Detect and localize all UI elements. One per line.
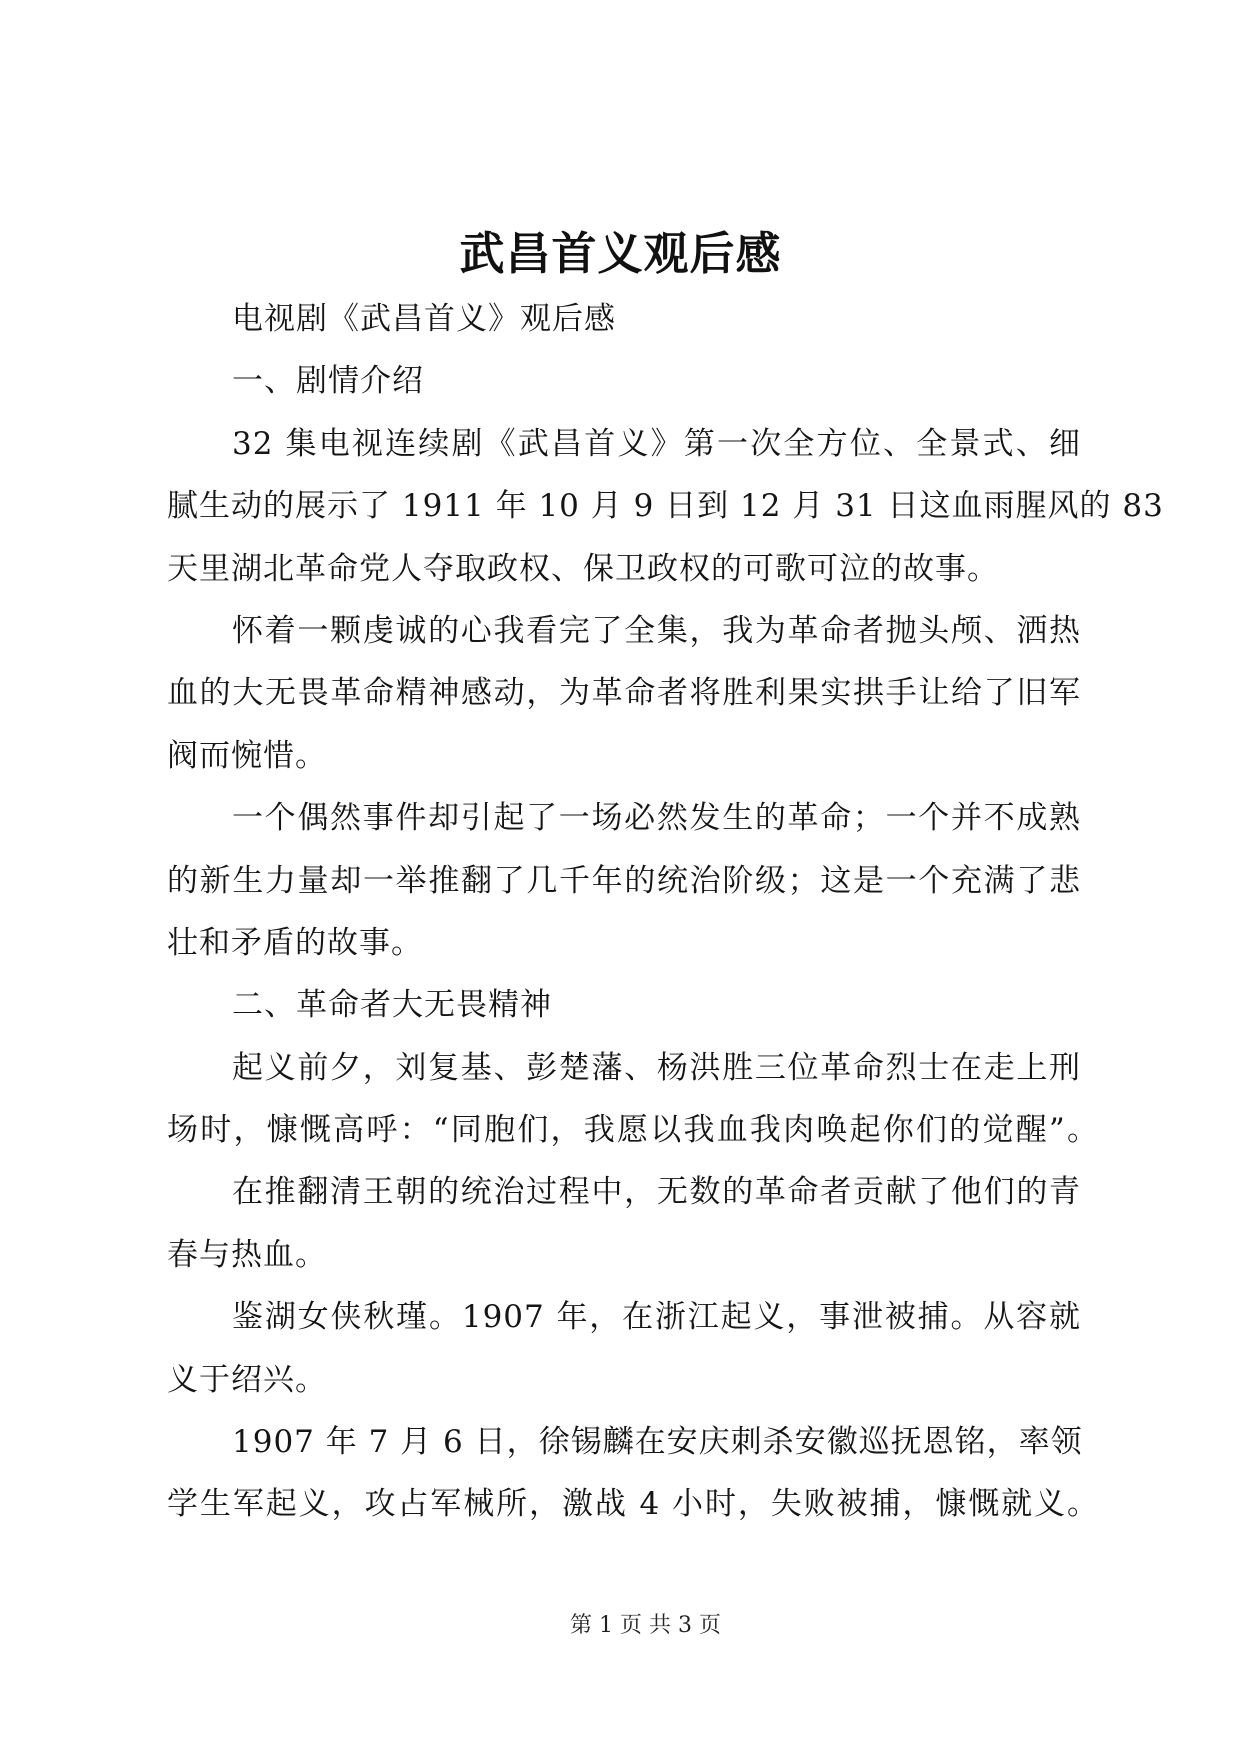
paragraph — [167, 787, 1081, 974]
paragraph-line: 场时，慷慨高呼：“同胞们，我愿以我血我肉唤起你们的觉醒”。 — [167, 1112, 1099, 1149]
subtitle-paragraph — [167, 288, 1081, 350]
paragraph-line: 春与热血。 — [167, 1236, 327, 1273]
paragraph — [167, 1161, 1081, 1286]
paragraph-line: 义于绍兴。 — [167, 1361, 327, 1398]
document-body — [167, 288, 1164, 1536]
section-heading: 一、剧情介绍 — [232, 363, 424, 400]
paragraph — [167, 1411, 1099, 1536]
paragraph-line: 血的大无畏革命精神感动，为革命者将胜利果实拱手让给了旧军 — [167, 675, 1081, 712]
page-footer: 第 1 页 共 3 页 — [570, 1613, 721, 1638]
paragraph-line: 阀而惋惜。 — [167, 737, 327, 774]
paragraph-line: 鉴湖女侠秋瑾。1907 年，在浙江起义，事泄被捕。从容就 — [232, 1299, 1081, 1336]
paragraph-line: 怀着一颗虔诚的心我看完了全集，我为革命者抛头颅、洒热 — [232, 612, 1081, 649]
paragraph-line: 学生军起义，攻占军械所，激战 4 小时，失败被捕，慷慨就义。 — [167, 1486, 1099, 1523]
paragraph-line: 在推翻清王朝的统治过程中，无数的革命者贡献了他们的青 — [232, 1174, 1081, 1211]
paragraph-line: 壮和矛盾的故事。 — [167, 924, 423, 961]
section-heading-paragraph — [167, 974, 1081, 1036]
paragraph-line: 一个偶然事件却引起了一场必然发生的革命；一个并不成熟 — [232, 800, 1081, 837]
paragraph-line: 1907 年 7 月 6 日，徐锡麟在安庆刺杀安徽巡抚恩铭，率领 — [232, 1424, 1083, 1461]
paragraph-line: 天里湖北革命党人夺取政权、保卫政权的可歌可泣的故事。 — [167, 550, 999, 587]
section-heading-paragraph — [167, 350, 1081, 412]
paragraph-line: 32 集电视连续剧《武昌首义》第一次全方位、全景式、细 — [232, 425, 1081, 462]
document-title: 武昌首义观后感 — [459, 227, 782, 280]
paragraph — [167, 1037, 1099, 1162]
paragraph-line: 起义前夕，刘复基、彭楚藩、杨洪胜三位革命烈士在走上刑 — [232, 1049, 1081, 1086]
paragraph — [167, 600, 1081, 787]
subtitle: 电视剧《武昌首义》观后感 — [232, 301, 616, 337]
paragraph — [167, 1286, 1081, 1411]
paragraph — [167, 413, 1164, 600]
paragraph-line: 腻生动的展示了 1911 年 10 月 9 日到 12 月 31 日这血雨腥风的 83 — [167, 488, 1164, 525]
section-heading: 二、革命者大无畏精神 — [232, 987, 552, 1024]
paragraph-line: 的新生力量却一举推翻了几千年的统治阶级；这是一个充满了悲 — [167, 862, 1081, 899]
